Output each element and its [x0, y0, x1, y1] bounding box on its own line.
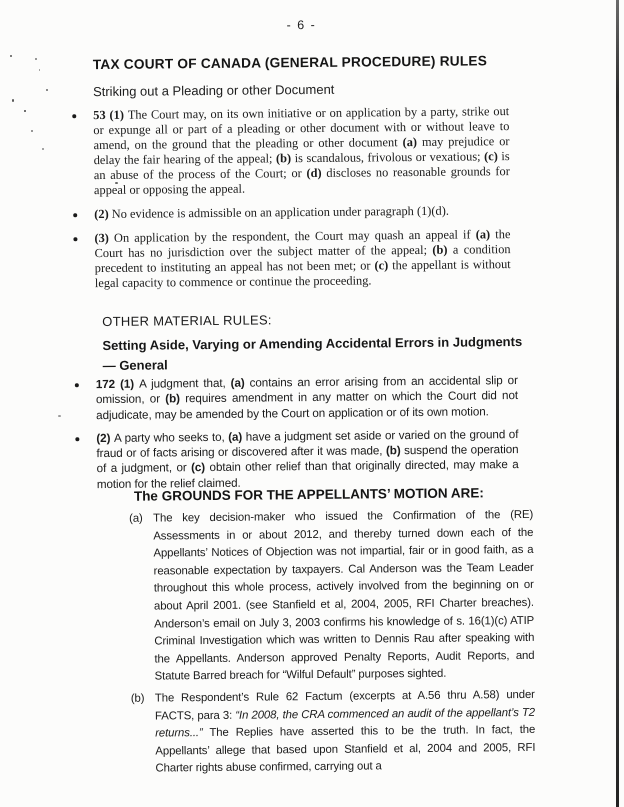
- rule-53-2-text: (2) No evidence is admissible on an application under paragraph (1)(d).: [94, 203, 449, 222]
- other-material-rules-heading: OTHER MATERIAL RULES:: [102, 312, 272, 330]
- ground-item-a-label: (a): [129, 512, 143, 525]
- rule-53-2-item: [64, 203, 510, 222]
- rule-53-1-item: [63, 104, 510, 198]
- bullet-icon: [73, 213, 77, 217]
- section-subtitle: Striking out a Pleading or other Document: [92, 81, 335, 100]
- setting-aside-subheading: Setting Aside, Varying or Amending Accidental Errors in Judgments — General: [102, 333, 523, 374]
- ground-item-b-label: (b): [130, 692, 145, 705]
- ground-item-a-text: The key decision-maker who issued the Confirmation of the (RE) Assessments in or about 2012, and thereby turned down each of the Appellants’ Notices of Objection was not impartial, fair or in good faith, as a reasonable expectation by taxpayers. Cal Anderson was the Team Leader throughout this whole process, actively involved from the beginning on or about April 2001. (see Stanfield et al, 2004, 2005, RFI Charter breaches). Anderson’s email on July 3, 2003 confirms his knowledge of s. 16(1)(c) ATIP Criminal Investigation which was written to Dennis Rau after speaking with the Appellants. Anderson approved Penalty Reports, Audit Reports, and Statute Barred breach for “Wilful Default” purposes sighted.: [153, 508, 535, 683]
- rule-172-1-item: [66, 373, 518, 423]
- bullet-icon: [72, 114, 76, 118]
- bullet-icon: [75, 383, 79, 387]
- striking-out-rules-list: [63, 104, 511, 300]
- rule-53-3-text: (3) On application by the respondent, the Court may quash an appeal if (a) the Court has no jurisdiction over the subject matter of the appeal; (b) a condition precedent to instituting an appeal has not been met; or (c) the appellant is without legal capacity to commence or continue the proceeding.: [94, 227, 511, 291]
- rule-53-3-item: [64, 227, 511, 291]
- grounds-list: [129, 507, 536, 783]
- rule-172-1-text: 172 (1) A judgment that, (a) contains an error arising from an accidental slip or omission, or (b) requires amendment in any matter on which the Court did not adjudicate, may be amended by the Court on application or of its own motion.: [95, 374, 519, 422]
- rule-172-2-text: (2) A party who seeks to, (a) have a judgment set aside or varied on the ground of fraud or of facts arising or discovered after it was made, (b) suspend the operation of a judgment, or (c) obtain other relief than that originally directed, may make a motion for the relief claimed.: [96, 427, 519, 491]
- ground-item-b: [131, 687, 536, 779]
- bullet-icon: [75, 437, 79, 441]
- rule-172-list: [66, 373, 519, 500]
- rule-172-2-item: [66, 427, 519, 493]
- page-number: - 6 -: [286, 17, 317, 33]
- bullet-icon: [73, 237, 77, 241]
- document-title: TAX COURT OF CANADA (GENERAL PROCEDURE) RULES: [92, 53, 488, 73]
- ground-item-b-text: The Respondent’s Rule 62 Factum (excerpts at A.56 thru A.58) under FACTS, para 3: “In 2008, the CRA commenced an audit of the appellant’s T2 returns...” The Replies have asserted this to be the truth. In fact, the Appellants’ allege that based upon Stanfield et al, 2004 and 2005, RFI Charter rights abuse confirmed, carrying out a: [154, 688, 536, 775]
- grounds-heading: The GROUNDS FOR THE APPELLANTS’ MOTION ARE:: [133, 485, 484, 504]
- rule-53-1-text: 53 (1) The Court may, on its own initiative or on application by a party, strike out or expunge all or part of a pleading or other document with or without leave to amend, on the ground that the pleading or other document (a) may prejudice or delay the fair hearing of the appeal; (b) is scandalous, frivolous or vexatious; (c) is an abuse of the process of the Court; or (d) discloses no reasonable grounds for appeal or opposing the appeal.: [93, 104, 510, 198]
- ground-item-a: [129, 507, 535, 687]
